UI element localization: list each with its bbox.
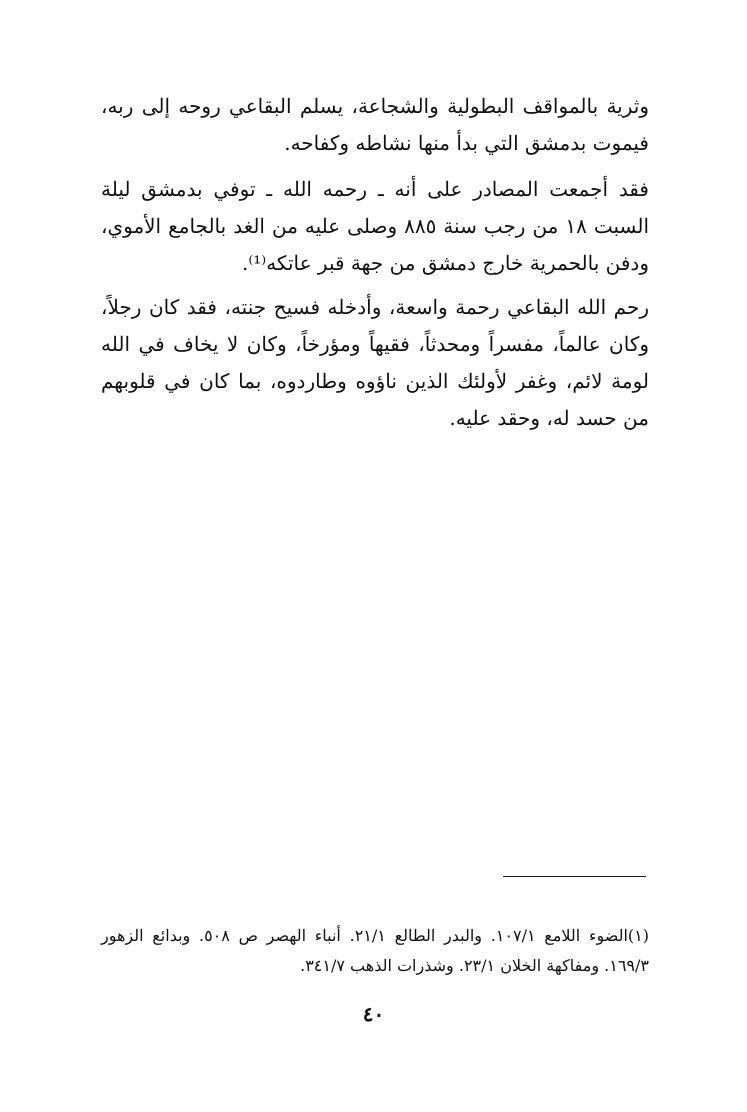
body-paragraph-3: رحم الله البقاعي رحمة واسعة، وأدخله فسيح جنته، فقد كان رجلاً، وكان عالماً، مفسراً ومحدثاً، فقيهاً ومؤرخاً، وكان لا يخاف في الله لومة لائم، وغفر لأولئك الذين ناؤوه وطاردوه، بما كان في قلوبهم من حسد له، وحقد عليه.: [101, 295, 649, 430]
page-number: ٤٠: [362, 1002, 385, 1026]
body-paragraph-2: فقد أجمعت المصادر على أنه ـ رحمه الله ـ توفي بدمشق ليلة السبت ١٨ من رجب سنة ٨٨٥ وصلى عليه من الغد بالجامع الأموي، ودفن بالحمرية خارج دمشق من جهة قبر عاتكه⁽¹⁾.: [101, 177, 650, 275]
footnote-1: (١)الضوء اللامع ١٠٧/١. والبدر الطالع ٢١/١. أنباء الهصر ص ٥٠٨. وبدائع الزهور ١٦٩/٣. ومفاكهة الخلان ٢٣/١. وشذرات الذهب ٣٤١/٧.: [101, 926, 650, 975]
body-paragraph-1: وثرية بالمواقف البطولية والشجاعة، يسلم البقاعي روحه إلى ربه، فيموت بدمشق التي بدأ منها نشاطه وكفاحه.: [101, 94, 649, 155]
footnote-separator: [503, 876, 646, 877]
